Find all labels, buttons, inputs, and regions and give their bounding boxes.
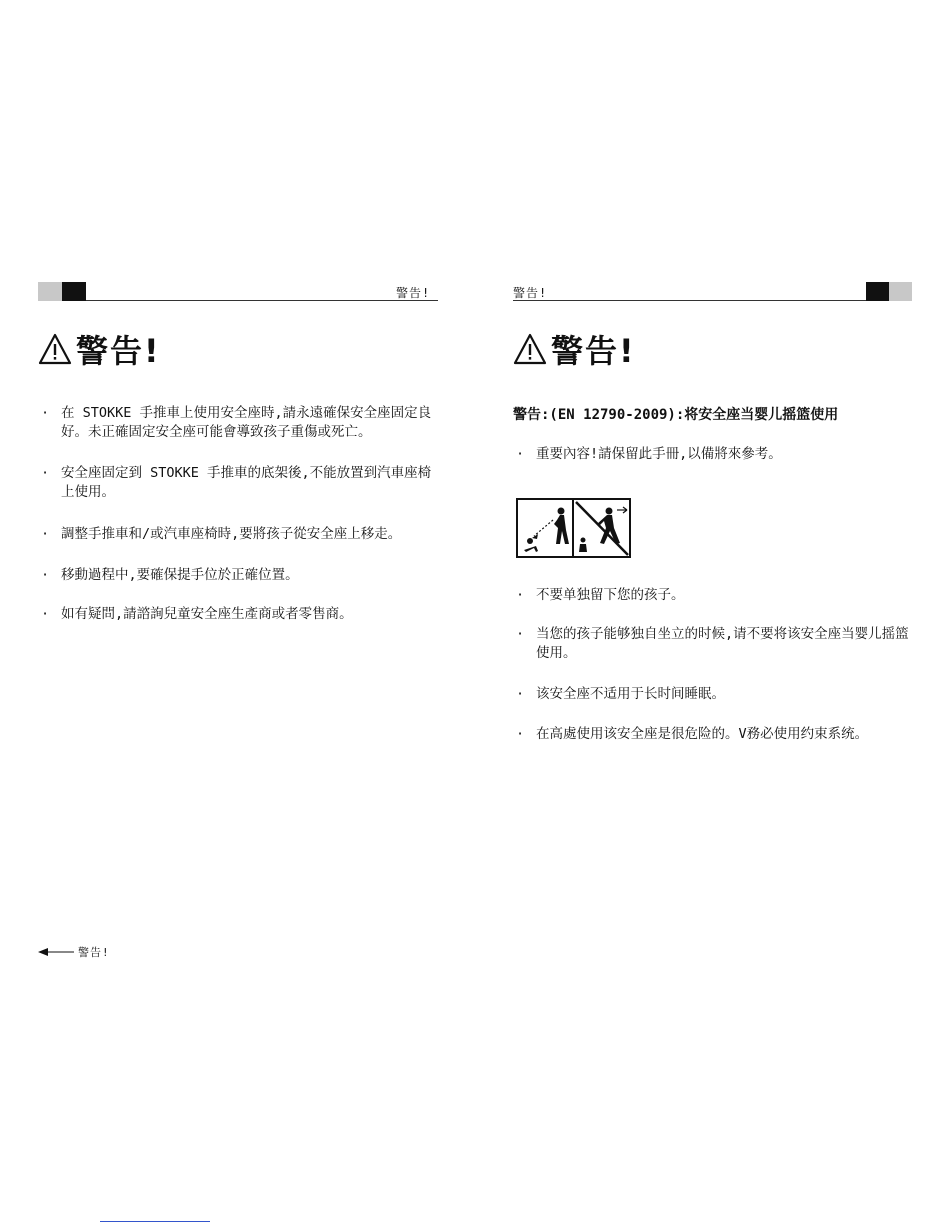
list-item: · 不要单独留下您的孩子。 — [516, 587, 685, 603]
list-item: · 重要內容!請保留此手冊,以備將來參考。 — [516, 446, 782, 462]
list-item: · 当您的孩子能够独自坐立的时候,请不要将该安全座当婴儿摇篮使用。 — [516, 626, 909, 661]
list-item: · 在 STOKKE 手推車上使用安全座時,請永遠確保安全座固定良好。未正確固定安全座可能會導致孩子重傷或死亡。 — [41, 405, 432, 440]
left-header-label: 警告! — [396, 286, 431, 300]
list-item: · 该安全座不适用于长时间睡眠。 — [516, 686, 725, 702]
right-bullet-list — [516, 586, 911, 605]
left-bullet-list — [41, 566, 436, 585]
right-header-black-block — [866, 282, 889, 301]
bottom-divider — [100, 1221, 210, 1222]
list-item: · 移動過程中,要確保提手位於正確位置。 — [41, 567, 299, 583]
right-bullet-list — [516, 625, 916, 663]
left-header-gray-block — [38, 282, 62, 301]
left-bullet-list — [41, 525, 441, 544]
left-bullet-list — [41, 404, 436, 442]
left-header-rule — [86, 300, 438, 301]
list-item: · 安全座固定到 STOKKE 手推車的底架後,不能放置到汽車座椅上使用。 — [41, 465, 432, 500]
left-bullet-list — [41, 605, 436, 624]
left-page-title — [38, 326, 161, 372]
right-header-gray-block — [889, 282, 912, 301]
right-intro-list — [516, 445, 911, 464]
back-nav-label: 警告! — [78, 946, 110, 959]
right-subheading: 警告:(EN 12790-2009):将安全座当婴儿摇篮使用 — [513, 407, 839, 423]
list-item: · 在高處使用该安全座是很危险的。V務必使用约束系统。 — [516, 726, 869, 742]
warning-triangle-icon — [38, 333, 72, 365]
right-title-text: 警告! — [551, 332, 636, 370]
left-bullet-list — [41, 464, 436, 502]
right-bullet-list — [516, 725, 916, 744]
right-header-rule — [513, 300, 866, 301]
do-not-leave-child-pictogram — [516, 498, 631, 558]
right-bullet-list — [516, 685, 911, 704]
right-page-title — [513, 326, 636, 372]
left-arrow-icon — [38, 947, 74, 957]
left-title-text: 警告! — [76, 332, 161, 370]
back-nav-link[interactable] — [38, 944, 110, 960]
list-item: · 調整手推車和/或汽車座椅時,要將孩子從安全座上移走。 — [41, 526, 402, 542]
right-header-label: 警告! — [513, 286, 548, 300]
left-header-black-block — [62, 282, 86, 301]
list-item: · 如有疑問,請諮詢兒童安全座生產商或者零售商。 — [41, 606, 353, 622]
warning-triangle-icon — [513, 333, 547, 365]
